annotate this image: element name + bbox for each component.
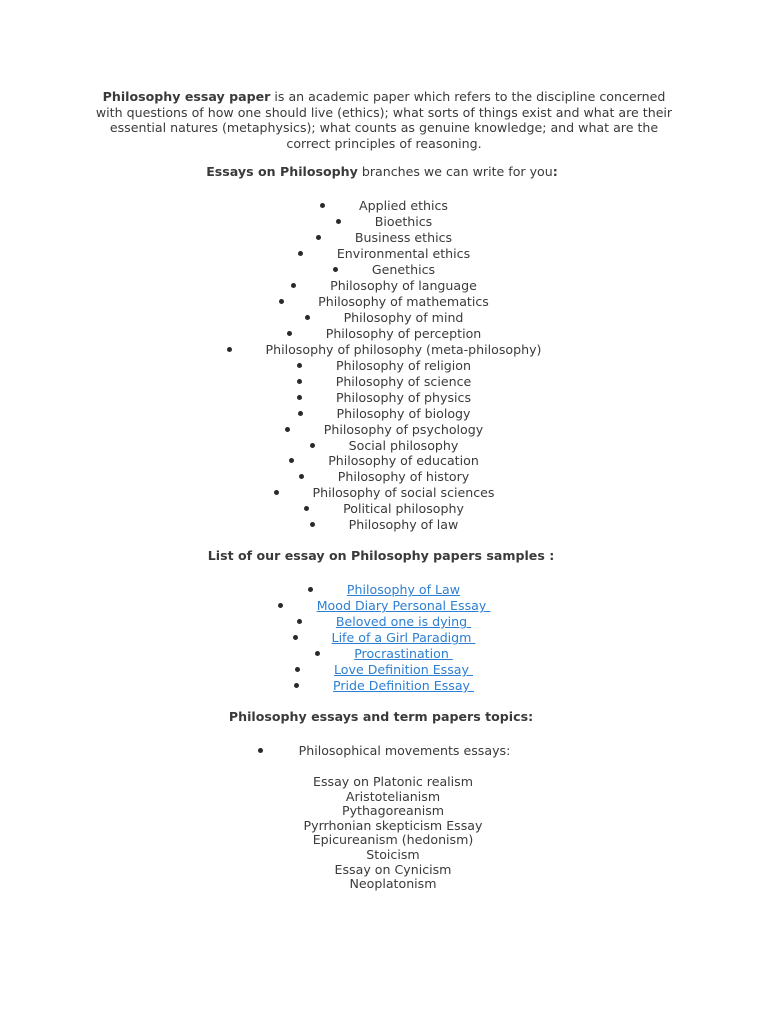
branch-label: Genethics (371, 262, 436, 278)
movement-item: Essay on Cynicism (334, 861, 452, 877)
sample-list-item (0, 614, 768, 630)
branch-list-item (0, 517, 768, 533)
branch-label: Philosophy of education (328, 453, 479, 469)
movement-item: Stoicism (366, 846, 420, 862)
bullet-icon (285, 427, 290, 432)
branch-list-item (0, 214, 768, 230)
topics-item-text: Philosophical movements essays: (298, 742, 511, 758)
branch-label: Philosophy of philosophy (meta-philosophy) (265, 341, 542, 357)
bullet-icon (320, 203, 325, 208)
branch-list-item (0, 341, 768, 357)
intro-paragraph (90, 89, 678, 151)
sample-link[interactable]: Procrastination (354, 646, 453, 662)
bullet-icon (333, 267, 338, 272)
sample-list-item (0, 582, 768, 598)
intro-text: is an academic paper which refers to the discipline concerned with questions of how one should live (ethics); what sorts of things exist and what are their essential natures (metaphysics); what counts as genuine knowledge; and what are the correct principles of reasoning. (95, 89, 673, 151)
samples-heading-text: List of our essay on Philosophy papers samples : (207, 548, 555, 563)
bullet-icon (297, 395, 302, 400)
branch-label: Philosophy of religion (336, 357, 471, 373)
bullet-icon (298, 251, 303, 256)
sample-link[interactable]: Mood Diary Personal Essay (316, 598, 491, 614)
intro-bold-term: Philosophy essay paper (102, 89, 271, 104)
branch-label: Philosophy of mind (343, 310, 464, 326)
movements-list (0, 775, 768, 892)
sample-link[interactable]: Life of a Girl Paradigm (331, 630, 476, 646)
branch-label: Philosophy of mathematics (318, 294, 489, 310)
branches-list (0, 198, 768, 533)
branch-list-item (0, 501, 768, 517)
branches-heading-bold: Essays on Philosophy (206, 164, 358, 179)
branch-label: Philosophy of biology (336, 405, 471, 421)
branch-label: Bioethics (374, 214, 433, 230)
bullet-icon (297, 379, 302, 384)
branch-label: Philosophy of history (337, 469, 470, 485)
branch-label: Social philosophy (348, 437, 459, 453)
bullet-icon (298, 411, 303, 416)
topics-list-item (0, 742, 768, 758)
bullet-icon (305, 315, 310, 320)
movement-item: Aristotelianism (345, 788, 441, 804)
branch-label: Philosophy of psychology (323, 421, 484, 437)
branch-label: Political philosophy (343, 501, 464, 517)
branch-list-item (0, 262, 768, 278)
branch-list-item (0, 310, 768, 326)
sample-list-item (0, 598, 768, 614)
sample-link[interactable]: Pride Definition Essay (332, 678, 475, 694)
sample-link[interactable]: Philosophy of Law (346, 582, 461, 598)
samples-heading (0, 548, 762, 564)
bullet-icon (289, 458, 294, 463)
branch-list-item (0, 469, 768, 485)
movement-item: Epicureanism (hedonism) (312, 832, 474, 848)
sample-link[interactable]: Beloved one is dying (335, 614, 472, 630)
bullet-icon (227, 347, 232, 352)
bullet-icon (295, 667, 300, 672)
branch-label: Philosophy of science (335, 373, 472, 389)
bullet-icon (336, 219, 341, 224)
branch-label: Environmental ethics (336, 246, 471, 262)
branches-heading-colon: : (552, 164, 558, 179)
bullet-icon (291, 283, 296, 288)
branch-list-item (0, 326, 768, 342)
branch-label: Philosophy of language (330, 278, 477, 294)
branch-label: Business ethics (354, 230, 453, 246)
branch-list-item (0, 453, 768, 469)
branch-list-item (0, 389, 768, 405)
bullet-icon (310, 522, 315, 527)
bullet-icon (293, 635, 298, 640)
bullet-icon (316, 235, 321, 240)
branch-list-item (0, 278, 768, 294)
bullet-icon (274, 490, 279, 495)
sample-list-item (0, 678, 768, 694)
branch-label: Philosophy of physics (335, 389, 472, 405)
bullet-icon (279, 299, 284, 304)
branch-label: Philosophy of perception (325, 325, 482, 341)
topics-heading (0, 709, 762, 725)
bullet-icon (315, 651, 320, 656)
branch-list-item (0, 437, 768, 453)
branch-list-item (0, 230, 768, 246)
branch-list-item (0, 421, 768, 437)
bullet-icon (287, 331, 292, 336)
bullet-icon (308, 587, 313, 592)
branches-heading-text: branches we can write for you (357, 164, 553, 179)
branch-list-item (0, 405, 768, 421)
bullet-icon (310, 443, 315, 448)
branch-label: Philosophy of law (348, 517, 459, 533)
branch-list-item (0, 246, 768, 262)
branches-heading (0, 164, 766, 180)
branch-list-item (0, 373, 768, 389)
branch-label: Philosophy of social sciences (312, 485, 495, 501)
sample-link[interactable]: Love Definition Essay (334, 662, 473, 678)
movement-item: Neoplatonism (349, 876, 437, 892)
samples-list (0, 582, 768, 694)
branch-list-item (0, 198, 768, 214)
branch-list-item (0, 357, 768, 373)
bullet-icon (299, 474, 304, 479)
movement-item: Pyrrhonian skepticism Essay (303, 817, 483, 833)
branch-label: Applied ethics (359, 198, 448, 214)
bullet-icon (258, 748, 263, 753)
movement-item: Essay on Platonic realism (313, 774, 473, 789)
bullet-icon (297, 363, 302, 368)
topics-heading-text: Philosophy essays and term papers topics: (228, 709, 534, 724)
bullet-icon (278, 603, 283, 608)
sample-list-item (0, 646, 768, 662)
sample-list-item (0, 662, 768, 678)
sample-list-item (0, 630, 768, 646)
branch-list-item (0, 294, 768, 310)
bullet-icon (297, 619, 302, 624)
branch-list-item (0, 485, 768, 501)
bullet-icon (304, 506, 309, 511)
movement-item: Pythagoreanism (341, 803, 445, 819)
bullet-icon (294, 683, 299, 688)
